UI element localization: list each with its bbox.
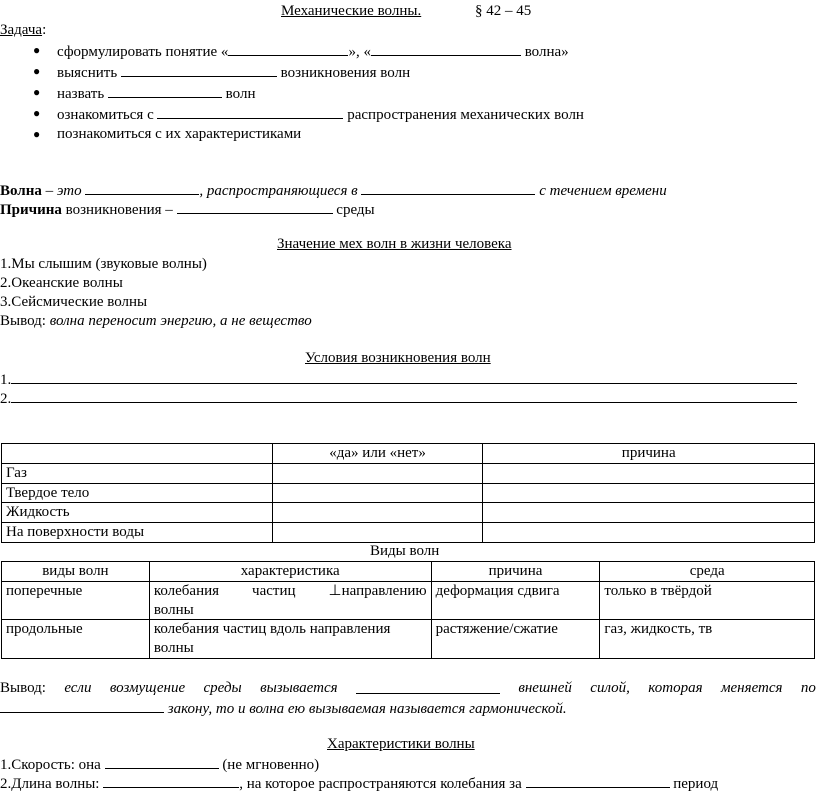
bullet-icon: ●	[33, 127, 41, 141]
wave-definition: Волна – это , распространяющиеся в с течением времени	[0, 180, 667, 201]
section-ref: § 42 – 45	[475, 3, 532, 19]
bullet-icon: ●	[33, 106, 41, 120]
conditions-heading: Условия возникновения волн	[305, 350, 491, 366]
table-header-cell: «да» или «нет»	[272, 444, 483, 464]
wave-types-table	[1, 561, 815, 659]
list-item: 3.Сейсмические волны	[0, 294, 148, 310]
table-header-row	[2, 444, 815, 464]
perpendicular-icon: ⊥	[328, 582, 342, 599]
table-row	[2, 581, 815, 620]
task-item: ознакомиться с распространения механических волн	[57, 104, 584, 125]
table-cell: Жидкость	[2, 503, 273, 523]
condition-line: 1.	[0, 369, 797, 390]
table-header-cell: характеристика	[149, 562, 431, 582]
importance-conclusion: Вывод: волна переносит энергию, а не вещество	[0, 313, 312, 329]
table-cell: Газ	[2, 463, 273, 483]
task-item: познакомиться с их характеристиками	[57, 126, 302, 142]
table-row	[2, 523, 815, 543]
task-item: назвать волн	[57, 83, 255, 104]
table-header-cell: виды волн	[2, 562, 150, 582]
list-item: 1.Мы слышим (звуковые волны)	[0, 256, 207, 272]
table-cell: поперечные	[2, 581, 150, 620]
table-cell: растяжение/сжатие	[431, 620, 600, 659]
bullet-icon: ●	[33, 85, 41, 99]
harmonic-conclusion-line2: закону, то и волна ею вызываемая называется гармонической.	[0, 698, 567, 719]
table-cell: только в твёрдой	[600, 581, 815, 620]
condition-line: 2.	[0, 388, 797, 409]
list-item: 1.Скорость: она (не мгновенно)	[0, 754, 319, 775]
bullet-icon: ●	[33, 64, 41, 78]
table-cell: колебания частиц ⊥направлению волны	[149, 581, 431, 620]
table-header-cell	[2, 444, 273, 464]
page-title: Механические волны.	[281, 3, 422, 19]
task-item: выяснить возникновения волн	[57, 62, 410, 83]
table-cell: колебания частиц вдоль направления волны	[149, 620, 431, 659]
table-header-cell: среда	[600, 562, 815, 582]
table-cell: На поверхности воды	[2, 523, 273, 543]
table-cell: продольные	[2, 620, 150, 659]
table-cell: газ, жидкость, тв	[600, 620, 815, 659]
table-header-row	[2, 562, 815, 582]
list-item: 2.Длина волны: , на которое распространяются колебания за период	[0, 773, 718, 794]
task-item: сформулировать понятие « », « волна»	[57, 41, 569, 62]
table-cell: деформация сдвига	[431, 581, 600, 620]
table-row	[2, 620, 815, 659]
list-item: 2.Океанские волны	[0, 275, 123, 291]
table-cell: Твердое тело	[2, 483, 273, 503]
table-row	[2, 503, 815, 523]
importance-heading: Значение мех волн в жизни человека	[277, 236, 512, 252]
harmonic-conclusion-line1: Вывод: если возмущение среды вызывается внешней силой, которая меняется по	[0, 680, 816, 696]
characteristics-heading: Характеристики волны	[327, 736, 475, 752]
bullet-icon: ●	[33, 43, 41, 57]
media-table	[1, 443, 815, 543]
wave-types-title: Виды волн	[370, 543, 440, 559]
task-label: Задача:	[0, 22, 47, 38]
table-row	[2, 463, 815, 483]
table-row	[2, 483, 815, 503]
cause-definition: Причина возникновения – среды	[0, 199, 375, 220]
table-header-cell: причина	[483, 444, 815, 464]
table-header-cell: причина	[431, 562, 600, 582]
